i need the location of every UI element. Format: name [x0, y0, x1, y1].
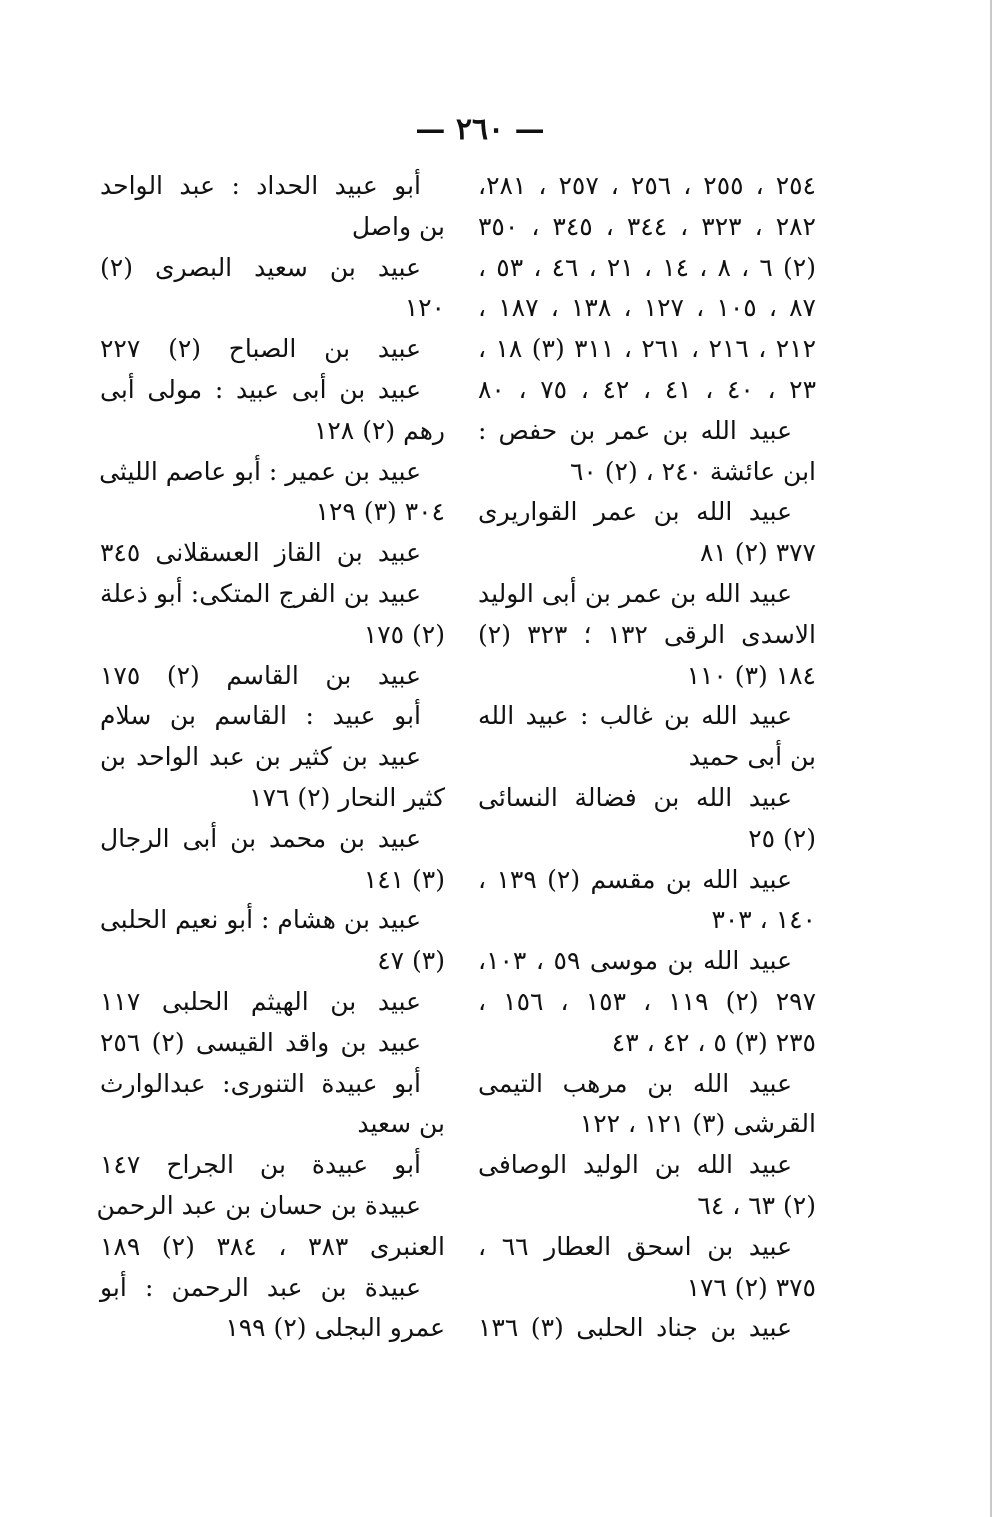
index-entry-line: كثير النحار (٢) ١٧٦ — [249, 782, 445, 812]
index-entry-line: ٢٣ ، ٤٠ ، ٤١ ، ٤٢ ، ٧٥ ، ٨٠ — [478, 374, 817, 404]
index-entry-line: أبو عبيدة بن الجراح ١٤٧ — [100, 1150, 421, 1180]
index-entry-line: عبيد بن كثير بن عبد الواحد بن — [100, 742, 421, 772]
index-entry-line: (٢) ٢٥ — [748, 823, 816, 853]
index-entry-line: أبو عبيد الحداد : عبد الواحد — [100, 171, 421, 200]
index-entry-line: عبيد الله بن الوليد الوصافى — [478, 1150, 792, 1180]
index-entry-line: الاسدى الرقى ١٣٢ ؛ ٣٢٣ (٢) — [478, 619, 816, 649]
index-entry-line: ٢١٢ ، ٢١٦ ، ٢٦١ ، ٣١١ (٣) ١٨ ، — [478, 334, 817, 364]
index-entry-line: (٢) ١٧٥ — [363, 619, 445, 649]
index-entry-line: (٣) ١٤١ — [363, 864, 445, 894]
index-entry-line: عبيد بن هشام : أبو نعيم الحلبى — [99, 905, 421, 935]
index-entry-line: عبيد بن محمد بن أبى الرجال — [100, 823, 421, 853]
index-entry-line: (٣) ٤٧ — [377, 946, 445, 976]
index-entry-line: عبيدة بن عبد الرحمن : أبو — [100, 1272, 421, 1302]
index-entry-line: عبيد بن الصباح (٢) ٢٢٧ — [100, 334, 421, 364]
index-entry-line: عبيد بن سعيد البصرى (٢) — [100, 252, 421, 282]
index-entry-line: عبيد الله بن عمر بن أبى الوليد — [478, 578, 792, 608]
index-entry-line: ٢٨٢ ، ٣٢٣ ، ٣٤٤ ، ٣٤٥ ، ٣٥٠ — [478, 211, 816, 241]
index-entry-line: أبو عبيدة التنورى: عبدالوارث — [100, 1068, 421, 1098]
index-entry-line: القرشى (٣) ١٢١ ، ١٢٢ — [579, 1109, 816, 1139]
index-entry-line: عبيد بن القاز العسقلانى ٣٤٥ — [100, 538, 421, 568]
index-entry-line: بن أبى حميد — [688, 742, 816, 772]
index-entry-line: عبيد بن واقد القيسى (٢) ٢٥٦ — [100, 1027, 421, 1057]
index-entry-line: ١٢٠ — [404, 293, 445, 323]
index-entry-line: عمرو البجلى (٢) ١٩٩ — [225, 1313, 445, 1343]
index-entry-line: ٣٧٥ (٢) ١٧٦ — [686, 1272, 816, 1302]
index-entry-line: عبيد بن القاسم (٢) ١٧٥ — [100, 660, 421, 690]
index-entry-line: ٢٥٤ ، ٢٥٥ ، ٢٥٦ ، ٢٥٧ ، ٢٨١، — [478, 171, 816, 200]
index-entry-line: بن سعيد — [357, 1109, 445, 1139]
index-entry-line: (٢) ٦ ، ٨ ، ١٤ ، ٢١ ، ٤٦ ، ٥٣ ، — [478, 252, 816, 282]
index-entry-line: ابن عائشة ٢٤٠ ، (٢) ٦٠ — [569, 456, 816, 486]
index-entry-line: عبيد الله بن مقسم (٢) ١٣٩ ، — [478, 864, 793, 894]
index-entry-line: عبيد الله بن مرهب التيمى — [478, 1068, 792, 1098]
index-entry-line: بن واصل — [351, 211, 445, 241]
index-entry-line: ١٤٠ ، ٣٠٣ — [711, 905, 816, 935]
index-entry-line: عبيد بن عمير : أبو عاصم الليثى — [99, 456, 421, 486]
index-entry-line: ٢٩٧ (٢) ١١٩ ، ١٥٣ ، ١٥٦ ، — [478, 986, 817, 1016]
index-entry-line: عبيد الله بن موسى ٥٩ ، ١٠٣، — [478, 946, 792, 976]
index-column-left — [96, 166, 446, 1349]
page-edge-line — [990, 0, 992, 1517]
index-entry-line: عبيد بن اسحق العطار ٦٦ ، — [478, 1231, 792, 1261]
index-entry-line: (٢) ٦٣ ، ٦٤ — [697, 1190, 816, 1220]
index-entry-line: العنبرى ٣٨٣ ، ٣٨٤ (٢) ١٨٩ — [100, 1231, 446, 1261]
index-entry-line: عبيدة بن حسان بن عبد الرحمن — [96, 1190, 421, 1220]
index-column-right — [478, 166, 816, 1349]
index-entry-line: عبيد الله بن عمر بن حفص : — [478, 415, 792, 445]
index-entry-line: عبيد بن الفرج المتكى: أبو ذعلة — [100, 578, 421, 608]
index-entry-line: رهم (٢) ١٢٨ — [313, 415, 445, 445]
index-entry-line: ٢٣٥ (٣) ٥ ، ٤٢ ، ٤٣ — [611, 1027, 816, 1057]
index-entry-line: عبيد بن جناد الحلبى (٣) ١٣٦ — [478, 1313, 793, 1343]
index-entry-line: عبيد بن أبى عبيد : مولى أبى — [100, 374, 421, 404]
index-entry-line: ٣٧٧ (٢) ٨١ — [700, 538, 816, 568]
index-entry-line: عبيد الله بن عمر القواريرى — [478, 497, 792, 527]
index-entry-line: ٨٧ ، ١٠٥ ، ١٢٧ ، ١٣٨ ، ١٨٧ ، — [478, 293, 816, 323]
index-entry-line: ٣٠٤ (٣) ١٢٩ — [315, 497, 445, 527]
index-entry-line: عبيد الله بن فضالة النسائى — [478, 782, 792, 812]
page-number: — ٢٦٠ — — [415, 112, 545, 147]
index-entry-line: عبيد بن الهيثم الحلبى ١١٧ — [100, 986, 421, 1016]
index-entry-line: ١٨٤ (٣) ١١٠ — [686, 660, 816, 690]
index-entry-line: أبو عبيد : القاسم بن سلام — [100, 701, 421, 731]
index-entry-line: عبيد الله بن غالب : عبيد الله — [478, 701, 792, 731]
